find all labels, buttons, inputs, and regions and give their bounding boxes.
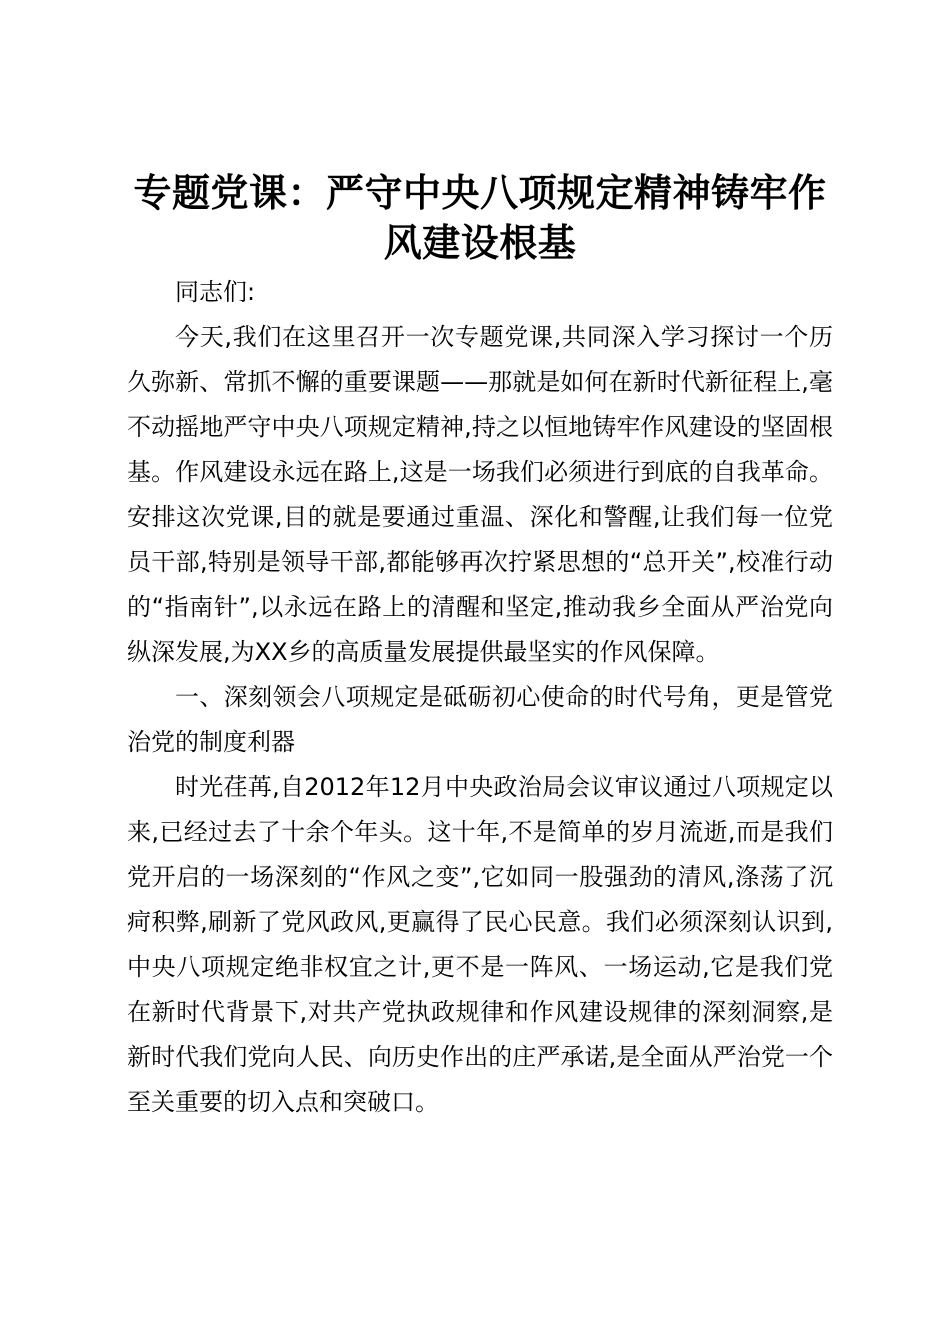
paragraph-intro: 今天,我们在这里召开一次专题党课,共同深入学习探讨一个历久弥新、常抓不懈的重要课题——那就是如何在新时代新征程上,毫不动摇地严守中央八项规定精神,持之以恒地铸牢作风建设的坚固根基。作风建设永远在路上,这是一场我们必须进行到底的自我革命。安排这次党课,目的就是要通过重温、深化和警醒,让我们每一位党员干部,特别是领导干部,都能够再次拧紧思想的“总开关”,校准行动的“指南针”,以永远在路上的清醒和坚定,推动我乡全面从严治党向纵深发展,为XX乡的高质量发展提供最坚实的作风保障。 xyxy=(127,323,833,666)
document-title: 专题党课：严守中央八项规定精神铸牢作风建设根基 xyxy=(133,170,827,265)
paragraph-section-1: 时光荏苒,自2012年12月中央政治局会议审议通过八项规定以来,已经过去了十余个年头。这十年,不是简单的岁月流逝,而是我们党开启的一场深刻的“作风之变”,它如同一股强劲的清风,涤荡了沉疴积弊,刷新了党风政风,更赢得了民心民意。我们必须深刻认识到,中央八项规定绝非权宜之计,更不是一阵风、一场运动,它是我们党在新时代背景下,对共产党执政规律和作风建设规律的深刻洞察,是新时代我们党向人民、向历史作出的庄严承诺,是全面从严治党一个至关重要的切入点和突破口。 xyxy=(127,773,833,1116)
salutation: 同志们: xyxy=(175,278,256,306)
document-page xyxy=(127,168,833,1125)
section-heading-1: 一、深刻领会八项规定是砥砺初心使命的时代号角，更是管党治党的制度利器 xyxy=(127,683,833,756)
